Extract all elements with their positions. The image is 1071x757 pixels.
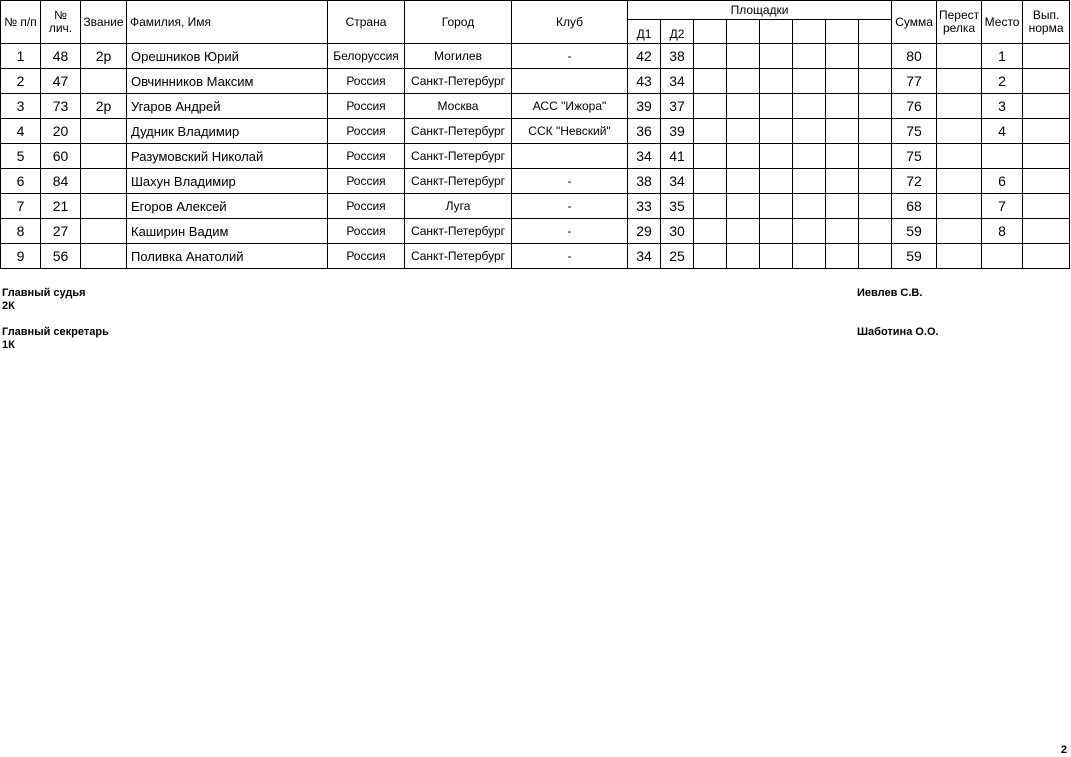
judge-rank: 2К (2, 300, 15, 312)
cell-platform-empty (793, 119, 826, 144)
cell-rank (81, 144, 127, 169)
cell-platform-empty (826, 169, 859, 194)
table-row (1, 169, 1070, 194)
cell-name: Егоров Алексей (127, 194, 328, 219)
cell-d2: 41 (661, 144, 694, 169)
cell-platform-empty (694, 219, 727, 244)
cell-club (512, 69, 628, 94)
cell-platform-empty (694, 194, 727, 219)
cell-name: Овчинников Максим (127, 69, 328, 94)
cell-country: Россия (328, 144, 405, 169)
cell-nlich: 60 (41, 144, 81, 169)
cell-norm (1023, 219, 1070, 244)
cell-platform-empty (727, 169, 760, 194)
cell-name: Каширин Вадим (127, 219, 328, 244)
header-d2: Д2 (661, 20, 694, 44)
cell-platform-empty (694, 94, 727, 119)
header-npp: № п/п (1, 1, 41, 44)
cell-platform-empty (793, 169, 826, 194)
header-platform-empty (793, 20, 826, 44)
cell-place: 6 (982, 169, 1023, 194)
cell-city: Москва (405, 94, 512, 119)
cell-country: Россия (328, 244, 405, 269)
header-sum: Сумма (892, 1, 937, 44)
cell-club (512, 144, 628, 169)
cell-norm (1023, 194, 1070, 219)
cell-platform-empty (694, 119, 727, 144)
cell-nlich: 56 (41, 244, 81, 269)
cell-platform-empty (793, 219, 826, 244)
cell-city: Луга (405, 194, 512, 219)
cell-platform-empty (793, 144, 826, 169)
judge-name: Иевлев С.В. (857, 287, 923, 299)
header-platform-empty (826, 20, 859, 44)
secretary-rank: 1К (2, 339, 15, 351)
header-d1: Д1 (628, 20, 661, 44)
cell-nlich: 20 (41, 119, 81, 144)
cell-club: - (512, 219, 628, 244)
cell-rank (81, 244, 127, 269)
cell-platform-empty (793, 44, 826, 69)
header-club: Клуб (512, 1, 628, 44)
cell-d1: 29 (628, 219, 661, 244)
cell-city: Санкт-Петербург (405, 219, 512, 244)
header-platform-empty (760, 20, 793, 44)
cell-platform-empty (694, 144, 727, 169)
cell-platform-empty (826, 119, 859, 144)
cell-nlich: 21 (41, 194, 81, 219)
cell-d2: 34 (661, 69, 694, 94)
cell-nlich: 27 (41, 219, 81, 244)
cell-platform-empty (793, 94, 826, 119)
cell-city: Санкт-Петербург (405, 144, 512, 169)
cell-name: Угаров Андрей (127, 94, 328, 119)
cell-d1: 38 (628, 169, 661, 194)
cell-d1: 43 (628, 69, 661, 94)
cell-platform-empty (727, 144, 760, 169)
cell-platform-empty (727, 244, 760, 269)
cell-place: 8 (982, 219, 1023, 244)
table-row (1, 144, 1070, 169)
header-norm: Вып. норма (1023, 1, 1070, 44)
cell-sum: 59 (892, 244, 937, 269)
cell-country: Россия (328, 94, 405, 119)
cell-platform-empty (826, 144, 859, 169)
cell-d1: 39 (628, 94, 661, 119)
cell-platform-empty (760, 194, 793, 219)
cell-sum: 77 (892, 69, 937, 94)
table-row (1, 44, 1070, 69)
cell-platform-empty (727, 44, 760, 69)
cell-name: Шахун Владимир (127, 169, 328, 194)
cell-sum: 59 (892, 219, 937, 244)
cell-city: Могилев (405, 44, 512, 69)
cell-platform-empty (826, 69, 859, 94)
cell-rank (81, 119, 127, 144)
table-row (1, 244, 1070, 269)
cell-club: - (512, 169, 628, 194)
cell-country: Россия (328, 119, 405, 144)
cell-rerun (937, 69, 982, 94)
cell-platform-empty (826, 219, 859, 244)
cell-platform-empty (694, 69, 727, 94)
cell-d1: 34 (628, 144, 661, 169)
header-country: Страна (328, 1, 405, 44)
cell-nlich: 47 (41, 69, 81, 94)
cell-place: 1 (982, 44, 1023, 69)
cell-platform-empty (859, 194, 892, 219)
cell-rerun (937, 119, 982, 144)
cell-sum: 68 (892, 194, 937, 219)
results-table (0, 0, 1070, 269)
header-place: Место (982, 1, 1023, 44)
cell-place (982, 144, 1023, 169)
cell-norm (1023, 69, 1070, 94)
cell-place: 3 (982, 94, 1023, 119)
cell-platform-empty (727, 94, 760, 119)
cell-d2: 35 (661, 194, 694, 219)
cell-d2: 39 (661, 119, 694, 144)
secretary-block (2, 326, 109, 352)
cell-d2: 37 (661, 94, 694, 119)
cell-norm (1023, 144, 1070, 169)
header-city: Город (405, 1, 512, 44)
cell-norm (1023, 119, 1070, 144)
cell-npp: 3 (1, 94, 41, 119)
cell-d1: 34 (628, 244, 661, 269)
cell-d1: 33 (628, 194, 661, 219)
cell-platform-empty (760, 94, 793, 119)
cell-sum: 72 (892, 169, 937, 194)
judge-title: Главный судья (2, 287, 86, 299)
cell-platform-empty (760, 69, 793, 94)
cell-platform-empty (760, 144, 793, 169)
cell-d2: 30 (661, 219, 694, 244)
cell-platform-empty (859, 144, 892, 169)
cell-platform-empty (859, 119, 892, 144)
cell-npp: 9 (1, 244, 41, 269)
cell-npp: 7 (1, 194, 41, 219)
page-number: 2 (1060, 744, 1067, 756)
cell-d2: 25 (661, 244, 694, 269)
cell-rerun (937, 194, 982, 219)
cell-sum: 80 (892, 44, 937, 69)
cell-rank (81, 194, 127, 219)
header-rerun: Перест релка (937, 1, 982, 44)
cell-country: Россия (328, 219, 405, 244)
cell-sum: 76 (892, 94, 937, 119)
cell-club: - (512, 194, 628, 219)
cell-nlich: 48 (41, 44, 81, 69)
table-row (1, 94, 1070, 119)
cell-npp: 8 (1, 219, 41, 244)
cell-rerun (937, 94, 982, 119)
cell-norm (1023, 244, 1070, 269)
cell-platform-empty (859, 169, 892, 194)
cell-platform-empty (727, 194, 760, 219)
header-platform-empty (694, 20, 727, 44)
cell-platform-empty (694, 244, 727, 269)
cell-platform-empty (859, 244, 892, 269)
cell-club: ССК "Невский" (512, 119, 628, 144)
cell-platform-empty (859, 219, 892, 244)
cell-name: Дудник Владимир (127, 119, 328, 144)
cell-place (982, 244, 1023, 269)
cell-country: Россия (328, 69, 405, 94)
cell-platform-empty (760, 244, 793, 269)
cell-country: Россия (328, 169, 405, 194)
cell-name: Поливка Анатолий (127, 244, 328, 269)
cell-platform-empty (727, 219, 760, 244)
cell-platform-empty (859, 94, 892, 119)
cell-d2: 34 (661, 169, 694, 194)
cell-rank: 2р (81, 44, 127, 69)
cell-platform-empty (760, 169, 793, 194)
cell-rerun (937, 219, 982, 244)
header-rank: Звание (81, 1, 127, 44)
cell-platform-empty (760, 44, 793, 69)
cell-d1: 36 (628, 119, 661, 144)
cell-platform-empty (793, 244, 826, 269)
table-row (1, 219, 1070, 244)
cell-platform-empty (859, 44, 892, 69)
header-name: Фамилия, Имя (127, 1, 328, 44)
cell-rerun (937, 169, 982, 194)
cell-place: 2 (982, 69, 1023, 94)
cell-npp: 5 (1, 144, 41, 169)
header-platform-empty (859, 20, 892, 44)
cell-npp: 1 (1, 44, 41, 69)
cell-name: Орешников Юрий (127, 44, 328, 69)
table-row (1, 194, 1070, 219)
cell-nlich: 73 (41, 94, 81, 119)
cell-rerun (937, 244, 982, 269)
header-platform-empty (727, 20, 760, 44)
cell-nlich: 84 (41, 169, 81, 194)
cell-place: 4 (982, 119, 1023, 144)
cell-rank (81, 169, 127, 194)
cell-rerun (937, 144, 982, 169)
cell-platform-empty (760, 119, 793, 144)
cell-d2: 38 (661, 44, 694, 69)
cell-name: Разумовский Николай (127, 144, 328, 169)
cell-platform-empty (727, 119, 760, 144)
cell-platform-empty (826, 94, 859, 119)
cell-norm (1023, 94, 1070, 119)
table-row (1, 69, 1070, 94)
cell-d1: 42 (628, 44, 661, 69)
secretary-name: Шаботина О.О. (857, 326, 939, 338)
cell-platform-empty (826, 44, 859, 69)
cell-platform-empty (760, 219, 793, 244)
cell-npp: 6 (1, 169, 41, 194)
cell-rank (81, 69, 127, 94)
cell-platform-empty (793, 69, 826, 94)
cell-npp: 2 (1, 69, 41, 94)
cell-platform-empty (826, 194, 859, 219)
cell-club: - (512, 244, 628, 269)
secretary-title: Главный секретарь (2, 326, 109, 338)
cell-city: Санкт-Петербург (405, 169, 512, 194)
cell-platform-empty (694, 44, 727, 69)
cell-rank (81, 219, 127, 244)
header-platforms: Площадки (628, 1, 892, 20)
cell-platform-empty (859, 69, 892, 94)
cell-sum: 75 (892, 119, 937, 144)
cell-city: Санкт-Петербург (405, 69, 512, 94)
cell-platform-empty (694, 169, 727, 194)
cell-country: Россия (328, 194, 405, 219)
cell-country: Белоруссия (328, 44, 405, 69)
cell-place: 7 (982, 194, 1023, 219)
cell-norm (1023, 169, 1070, 194)
cell-platform-empty (826, 244, 859, 269)
judge-block (2, 287, 86, 313)
cell-rank: 2р (81, 94, 127, 119)
cell-npp: 4 (1, 119, 41, 144)
cell-city: Санкт-Петербург (405, 119, 512, 144)
cell-platform-empty (793, 194, 826, 219)
table-row (1, 119, 1070, 144)
header-nlich: № лич. (41, 1, 81, 44)
cell-rerun (937, 44, 982, 69)
cell-club: - (512, 44, 628, 69)
cell-city: Санкт-Петербург (405, 244, 512, 269)
cell-sum: 75 (892, 144, 937, 169)
cell-platform-empty (727, 69, 760, 94)
cell-club: АСС "Ижора" (512, 94, 628, 119)
header-row (1, 1, 1070, 20)
cell-norm (1023, 44, 1070, 69)
